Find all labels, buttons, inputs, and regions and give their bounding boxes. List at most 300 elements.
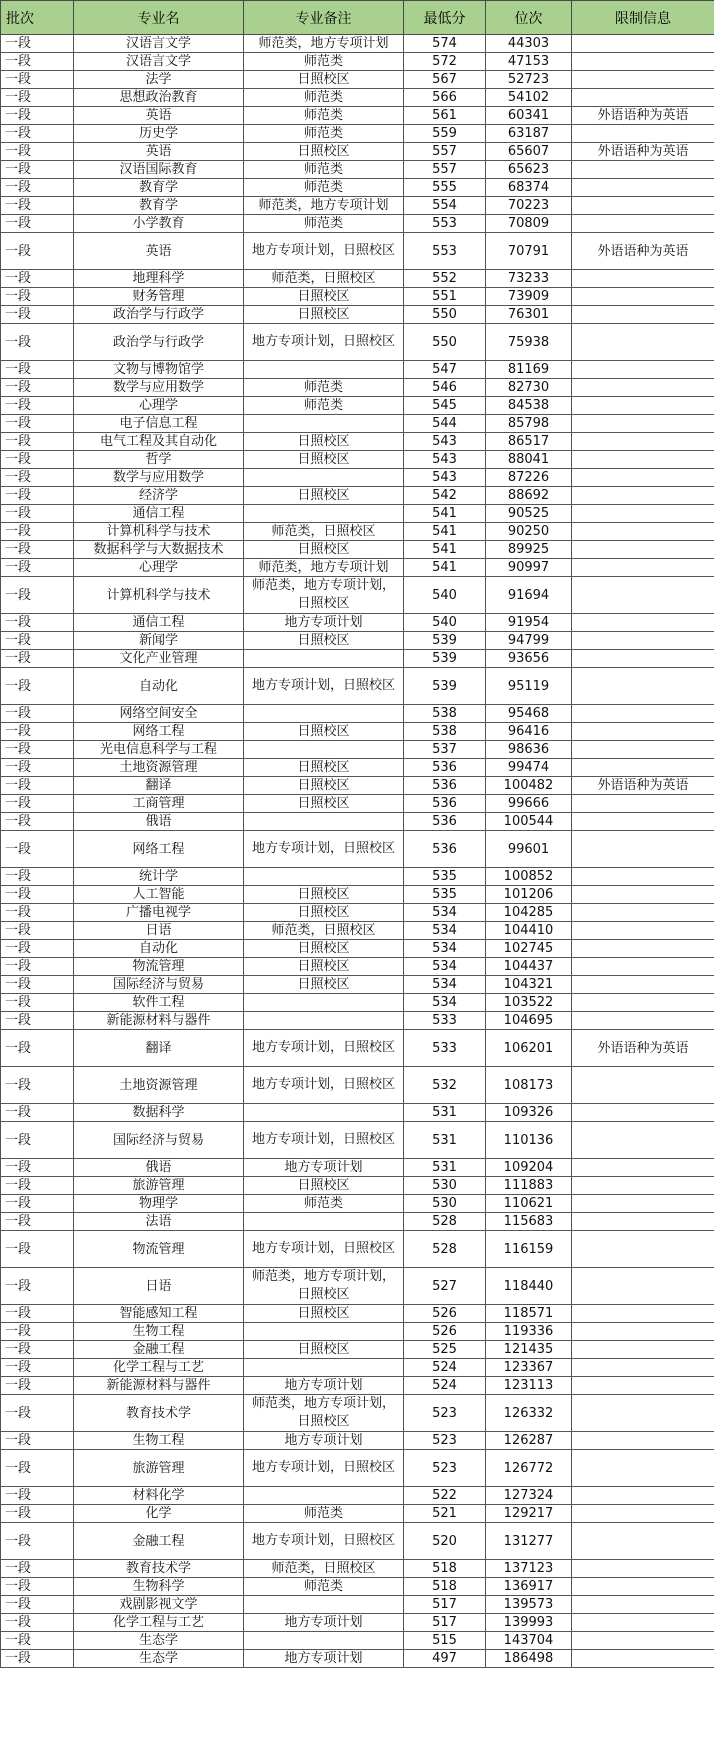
cell-rank: 95119 [486, 668, 572, 705]
cell-batch: 一段 [1, 107, 74, 125]
cell-min-score: 533 [404, 1012, 486, 1030]
cell-batch: 一段 [1, 215, 74, 233]
cell-rank: 126772 [486, 1450, 572, 1487]
cell-rank: 65623 [486, 161, 572, 179]
cell-batch: 一段 [1, 1177, 74, 1195]
cell-rank: 116159 [486, 1231, 572, 1268]
cell-restriction [572, 577, 714, 614]
cell-batch: 一段 [1, 541, 74, 559]
header-rank: 位次 [486, 1, 572, 35]
table-row [1, 777, 714, 795]
table-row [1, 324, 714, 361]
cell-major: 汉语言文学 [74, 35, 244, 53]
table-row [1, 795, 714, 813]
cell-major-note: 师范类 [244, 1505, 404, 1523]
cell-major-note: 师范类，日照校区 [244, 1560, 404, 1578]
table-row [1, 1030, 714, 1067]
cell-major-note: 师范类 [244, 107, 404, 125]
cell-batch: 一段 [1, 650, 74, 668]
cell-rank: 139993 [486, 1614, 572, 1632]
cell-min-score: 561 [404, 107, 486, 125]
cell-major: 经济学 [74, 487, 244, 505]
cell-min-score: 547 [404, 361, 486, 379]
table-row [1, 614, 714, 632]
cell-rank: 100482 [486, 777, 572, 795]
cell-batch: 一段 [1, 668, 74, 705]
cell-batch: 一段 [1, 1012, 74, 1030]
cell-batch: 一段 [1, 233, 74, 270]
table-row [1, 1104, 714, 1122]
cell-major: 新闻学 [74, 632, 244, 650]
cell-major-note: 日照校区 [244, 795, 404, 813]
cell-batch: 一段 [1, 1268, 74, 1305]
cell-batch: 一段 [1, 723, 74, 741]
cell-min-score: 539 [404, 650, 486, 668]
cell-major-note: 师范类 [244, 1195, 404, 1213]
table-row [1, 89, 714, 107]
cell-major: 统计学 [74, 868, 244, 886]
cell-major-note: 日照校区 [244, 723, 404, 741]
cell-rank: 99601 [486, 831, 572, 868]
cell-batch: 一段 [1, 487, 74, 505]
table-row [1, 197, 714, 215]
cell-restriction [572, 886, 714, 904]
cell-restriction [572, 125, 714, 143]
cell-major-note [244, 813, 404, 831]
cell-min-score: 518 [404, 1578, 486, 1596]
cell-rank: 119336 [486, 1323, 572, 1341]
cell-min-score: 542 [404, 487, 486, 505]
cell-major-note: 日照校区 [244, 451, 404, 469]
cell-rank: 139573 [486, 1596, 572, 1614]
table-row [1, 650, 714, 668]
cell-restriction [572, 795, 714, 813]
cell-major: 软件工程 [74, 994, 244, 1012]
cell-major-note: 日照校区 [244, 71, 404, 89]
cell-major-note [244, 1487, 404, 1505]
cell-restriction [572, 723, 714, 741]
cell-major: 计算机科学与技术 [74, 523, 244, 541]
cell-rank: 84538 [486, 397, 572, 415]
cell-major: 生态学 [74, 1650, 244, 1668]
cell-restriction [572, 379, 714, 397]
cell-rank: 126287 [486, 1432, 572, 1450]
cell-restriction: 外语语种为英语 [572, 107, 714, 125]
cell-restriction [572, 632, 714, 650]
cell-major-note [244, 705, 404, 723]
table-row [1, 831, 714, 868]
cell-major: 数据科学与大数据技术 [74, 541, 244, 559]
cell-major-note [244, 469, 404, 487]
cell-min-score: 525 [404, 1341, 486, 1359]
cell-rank: 54102 [486, 89, 572, 107]
cell-min-score: 538 [404, 723, 486, 741]
table-row [1, 1323, 714, 1341]
cell-major: 思想政治教育 [74, 89, 244, 107]
cell-major-note: 地方专项计划，日照校区 [244, 831, 404, 868]
cell-rank: 129217 [486, 1505, 572, 1523]
cell-min-score: 539 [404, 668, 486, 705]
table-row [1, 668, 714, 705]
table-row [1, 1650, 714, 1668]
cell-restriction [572, 614, 714, 632]
cell-rank: 60341 [486, 107, 572, 125]
cell-major-note: 地方专项计划 [244, 1377, 404, 1395]
cell-batch: 一段 [1, 904, 74, 922]
header-row [1, 1, 714, 35]
cell-major-note: 日照校区 [244, 632, 404, 650]
table-row [1, 487, 714, 505]
cell-rank: 90525 [486, 505, 572, 523]
table-row [1, 53, 714, 71]
cell-restriction [572, 1268, 714, 1305]
cell-major-note: 地方专项计划 [244, 1614, 404, 1632]
cell-rank: 102745 [486, 940, 572, 958]
cell-batch: 一段 [1, 143, 74, 161]
cell-batch: 一段 [1, 1231, 74, 1268]
cell-restriction [572, 1487, 714, 1505]
cell-major: 生态学 [74, 1632, 244, 1650]
cell-major: 日语 [74, 1268, 244, 1305]
cell-major-note: 日照校区 [244, 940, 404, 958]
cell-major-note [244, 1323, 404, 1341]
table-row [1, 1377, 714, 1395]
cell-restriction: 外语语种为英语 [572, 233, 714, 270]
cell-min-score: 536 [404, 795, 486, 813]
cell-min-score: 538 [404, 705, 486, 723]
table-row [1, 559, 714, 577]
cell-major: 财务管理 [74, 288, 244, 306]
cell-major: 翻译 [74, 777, 244, 795]
cell-restriction: 外语语种为英语 [572, 1030, 714, 1067]
cell-rank: 104410 [486, 922, 572, 940]
cell-min-score: 520 [404, 1523, 486, 1560]
cell-min-score: 521 [404, 1505, 486, 1523]
cell-major: 生物科学 [74, 1578, 244, 1596]
cell-restriction [572, 1596, 714, 1614]
cell-min-score: 532 [404, 1067, 486, 1104]
cell-major-note: 地方专项计划，日照校区 [244, 1523, 404, 1560]
cell-min-score: 539 [404, 632, 486, 650]
table-row [1, 976, 714, 994]
cell-rank: 99474 [486, 759, 572, 777]
cell-restriction: 外语语种为英语 [572, 143, 714, 161]
cell-batch: 一段 [1, 795, 74, 813]
cell-restriction [572, 650, 714, 668]
cell-rank: 101206 [486, 886, 572, 904]
cell-min-score: 531 [404, 1104, 486, 1122]
cell-restriction [572, 415, 714, 433]
cell-major-note: 师范类，地方专项计划 [244, 197, 404, 215]
cell-batch: 一段 [1, 1104, 74, 1122]
cell-major: 数学与应用数学 [74, 379, 244, 397]
cell-major-note: 师范类 [244, 125, 404, 143]
cell-major-note [244, 1104, 404, 1122]
cell-min-score: 524 [404, 1377, 486, 1395]
cell-major-note: 日照校区 [244, 976, 404, 994]
table-row [1, 1432, 714, 1450]
cell-major-note: 师范类，地方专项计划，日照校区 [244, 1395, 404, 1432]
table-row [1, 161, 714, 179]
cell-major-note: 日照校区 [244, 541, 404, 559]
cell-major: 电子信息工程 [74, 415, 244, 433]
table-row [1, 1268, 714, 1305]
table-row [1, 1487, 714, 1505]
cell-min-score: 550 [404, 306, 486, 324]
cell-batch: 一段 [1, 324, 74, 361]
cell-restriction [572, 179, 714, 197]
cell-batch: 一段 [1, 1305, 74, 1323]
table-row [1, 1341, 714, 1359]
cell-restriction [572, 1067, 714, 1104]
cell-restriction [572, 71, 714, 89]
cell-major: 俄语 [74, 1159, 244, 1177]
table-row [1, 379, 714, 397]
cell-major: 小学教育 [74, 215, 244, 233]
cell-rank: 100852 [486, 868, 572, 886]
cell-rank: 104285 [486, 904, 572, 922]
cell-batch: 一段 [1, 1505, 74, 1523]
cell-major: 地理科学 [74, 270, 244, 288]
cell-min-score: 546 [404, 379, 486, 397]
cell-min-score: 553 [404, 215, 486, 233]
cell-restriction [572, 1231, 714, 1268]
cell-major-note [244, 994, 404, 1012]
cell-major-note: 师范类 [244, 89, 404, 107]
cell-restriction [572, 1632, 714, 1650]
cell-restriction [572, 904, 714, 922]
cell-major-note [244, 1359, 404, 1377]
cell-batch: 一段 [1, 1450, 74, 1487]
cell-rank: 73233 [486, 270, 572, 288]
cell-major-note: 日照校区 [244, 1177, 404, 1195]
cell-restriction [572, 976, 714, 994]
table-row [1, 541, 714, 559]
cell-rank: 136917 [486, 1578, 572, 1596]
cell-major: 汉语言文学 [74, 53, 244, 71]
cell-min-score: 534 [404, 940, 486, 958]
cell-restriction [572, 215, 714, 233]
cell-batch: 一段 [1, 1359, 74, 1377]
table-row [1, 288, 714, 306]
cell-min-score: 517 [404, 1614, 486, 1632]
cell-restriction [572, 1377, 714, 1395]
cell-rank: 111883 [486, 1177, 572, 1195]
cell-rank: 70223 [486, 197, 572, 215]
table-row [1, 469, 714, 487]
cell-major-note: 地方专项计划，日照校区 [244, 1030, 404, 1067]
cell-restriction [572, 505, 714, 523]
header-major: 专业名 [74, 1, 244, 35]
cell-batch: 一段 [1, 89, 74, 107]
cell-major-note: 地方专项计划，日照校区 [244, 1450, 404, 1487]
cell-major-note: 师范类，日照校区 [244, 922, 404, 940]
cell-major: 网络空间安全 [74, 705, 244, 723]
cell-batch: 一段 [1, 1213, 74, 1231]
cell-rank: 88692 [486, 487, 572, 505]
cell-major: 工商管理 [74, 795, 244, 813]
cell-major: 生物工程 [74, 1323, 244, 1341]
cell-major-note: 地方专项计划，日照校区 [244, 668, 404, 705]
cell-batch: 一段 [1, 705, 74, 723]
table-row [1, 1012, 714, 1030]
cell-batch: 一段 [1, 1323, 74, 1341]
cell-restriction [572, 1523, 714, 1560]
table-row [1, 143, 714, 161]
cell-rank: 90250 [486, 523, 572, 541]
cell-rank: 103522 [486, 994, 572, 1012]
cell-major: 金融工程 [74, 1523, 244, 1560]
cell-major-note [244, 650, 404, 668]
cell-major-note: 地方专项计划，日照校区 [244, 1231, 404, 1268]
cell-rank: 99666 [486, 795, 572, 813]
cell-restriction [572, 668, 714, 705]
cell-major: 通信工程 [74, 614, 244, 632]
cell-major: 汉语国际教育 [74, 161, 244, 179]
cell-major-note: 日照校区 [244, 433, 404, 451]
cell-batch: 一段 [1, 1650, 74, 1668]
cell-major: 自动化 [74, 668, 244, 705]
cell-rank: 137123 [486, 1560, 572, 1578]
table-row [1, 179, 714, 197]
table-row [1, 1578, 714, 1596]
table-row [1, 1177, 714, 1195]
table-row [1, 813, 714, 831]
cell-restriction [572, 469, 714, 487]
cell-restriction: 外语语种为英语 [572, 777, 714, 795]
table-row [1, 107, 714, 125]
cell-batch: 一段 [1, 813, 74, 831]
cell-min-score: 526 [404, 1305, 486, 1323]
cell-batch: 一段 [1, 577, 74, 614]
cell-major-note: 日照校区 [244, 759, 404, 777]
table-row [1, 415, 714, 433]
cell-min-score: 552 [404, 270, 486, 288]
cell-min-score: 518 [404, 1560, 486, 1578]
table-row [1, 523, 714, 541]
cell-restriction [572, 324, 714, 361]
cell-restriction [572, 741, 714, 759]
cell-major-note: 师范类，地方专项计划，日照校区 [244, 1268, 404, 1305]
cell-batch: 一段 [1, 1614, 74, 1632]
cell-major-note: 地方专项计划，日照校区 [244, 1067, 404, 1104]
cell-rank: 89925 [486, 541, 572, 559]
cell-min-score: 534 [404, 922, 486, 940]
cell-restriction [572, 813, 714, 831]
cell-batch: 一段 [1, 469, 74, 487]
table-row [1, 940, 714, 958]
cell-min-score: 522 [404, 1487, 486, 1505]
cell-batch: 一段 [1, 1159, 74, 1177]
cell-batch: 一段 [1, 831, 74, 868]
cell-major: 俄语 [74, 813, 244, 831]
table-row [1, 723, 714, 741]
cell-rank: 143704 [486, 1632, 572, 1650]
cell-major-note: 日照校区 [244, 904, 404, 922]
cell-major: 数据科学 [74, 1104, 244, 1122]
cell-batch: 一段 [1, 288, 74, 306]
cell-major: 法学 [74, 71, 244, 89]
cell-rank: 91694 [486, 577, 572, 614]
table-row [1, 705, 714, 723]
cell-min-score: 535 [404, 886, 486, 904]
cell-batch: 一段 [1, 71, 74, 89]
cell-batch: 一段 [1, 1560, 74, 1578]
cell-restriction [572, 1614, 714, 1632]
cell-major: 材料化学 [74, 1487, 244, 1505]
cell-batch: 一段 [1, 125, 74, 143]
cell-min-score: 536 [404, 831, 486, 868]
table-row [1, 1231, 714, 1268]
cell-min-score: 545 [404, 397, 486, 415]
cell-rank: 108173 [486, 1067, 572, 1104]
cell-restriction [572, 1505, 714, 1523]
cell-batch: 一段 [1, 415, 74, 433]
cell-restriction [572, 161, 714, 179]
cell-rank: 186498 [486, 1650, 572, 1668]
table-row [1, 1632, 714, 1650]
cell-min-score: 534 [404, 976, 486, 994]
cell-major: 新能源材料与器件 [74, 1012, 244, 1030]
table-row [1, 886, 714, 904]
cell-major: 教育技术学 [74, 1395, 244, 1432]
table-row [1, 71, 714, 89]
cell-major: 政治学与行政学 [74, 324, 244, 361]
cell-major: 国际经济与贸易 [74, 976, 244, 994]
cell-major-note: 师范类，日照校区 [244, 523, 404, 541]
cell-major-note: 日照校区 [244, 1341, 404, 1359]
cell-min-score: 555 [404, 179, 486, 197]
cell-restriction [572, 1122, 714, 1159]
cell-min-score: 534 [404, 958, 486, 976]
cell-min-score: 497 [404, 1650, 486, 1668]
cell-batch: 一段 [1, 505, 74, 523]
cell-major: 土地资源管理 [74, 759, 244, 777]
cell-rank: 76301 [486, 306, 572, 324]
cell-restriction [572, 559, 714, 577]
cell-min-score: 543 [404, 451, 486, 469]
cell-restriction [572, 523, 714, 541]
header-restriction: 限制信息 [572, 1, 714, 35]
cell-rank: 81169 [486, 361, 572, 379]
cell-restriction [572, 1650, 714, 1668]
cell-major: 广播电视学 [74, 904, 244, 922]
cell-rank: 52723 [486, 71, 572, 89]
cell-min-score: 574 [404, 35, 486, 53]
cell-rank: 95468 [486, 705, 572, 723]
cell-batch: 一段 [1, 53, 74, 71]
cell-min-score: 530 [404, 1177, 486, 1195]
cell-rank: 106201 [486, 1030, 572, 1067]
cell-major-note: 师范类 [244, 161, 404, 179]
cell-batch: 一段 [1, 1578, 74, 1596]
cell-restriction [572, 958, 714, 976]
cell-batch: 一段 [1, 922, 74, 940]
cell-batch: 一段 [1, 1596, 74, 1614]
cell-major-note [244, 1213, 404, 1231]
cell-batch: 一段 [1, 1030, 74, 1067]
cell-major-note: 师范类 [244, 215, 404, 233]
cell-batch: 一段 [1, 1487, 74, 1505]
cell-rank: 63187 [486, 125, 572, 143]
cell-batch: 一段 [1, 1195, 74, 1213]
cell-major-note: 地方专项计划，日照校区 [244, 233, 404, 270]
table-row [1, 1596, 714, 1614]
cell-rank: 104321 [486, 976, 572, 994]
cell-major-note: 日照校区 [244, 1305, 404, 1323]
cell-restriction [572, 1305, 714, 1323]
cell-rank: 87226 [486, 469, 572, 487]
